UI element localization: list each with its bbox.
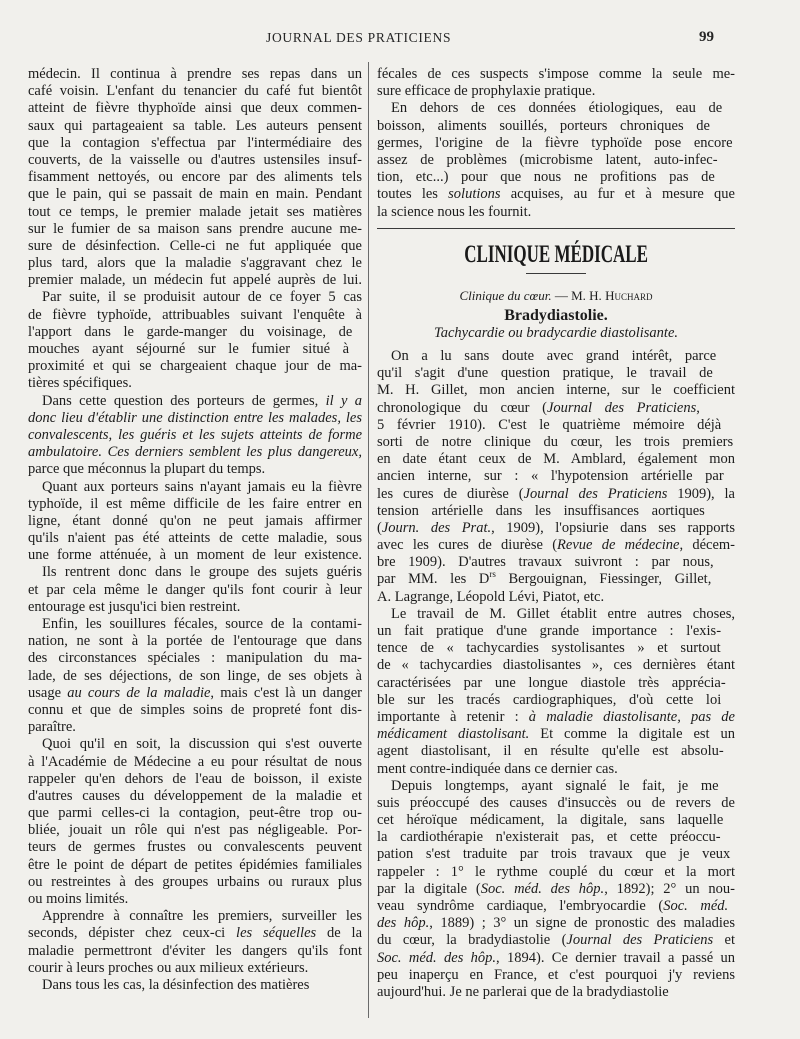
text-line — [28, 925, 362, 942]
line-runs — [377, 898, 728, 914]
text-line — [377, 152, 735, 169]
text-line — [377, 100, 735, 117]
line-text: aujourd'hui. Je ne parlerai que de la bradydiastolie — [377, 983, 669, 1000]
text-line — [377, 606, 735, 623]
text-line — [377, 400, 735, 417]
italic-text: il y a — [325, 392, 363, 409]
line-text: et par cela même le danger qu'ils font courir à leur — [28, 581, 362, 598]
text-line — [28, 650, 362, 667]
text-line — [377, 169, 735, 186]
line-text: sur le fumier de sa maison sans prendre aucune me- — [28, 220, 362, 237]
text-run: ( — [377, 519, 382, 536]
line-text: Par suite, il se produisit autour de ce foyer 5 cas — [42, 289, 362, 306]
line-text: nation, ne sont à la portée de l'entourage que dans — [28, 633, 362, 650]
text-line — [377, 468, 735, 485]
line-text: ment contre-indiquée dans ce dernier cas. — [377, 760, 618, 777]
article-subtitle: Tachycardie ou bradycardie diastolisante. — [433, 325, 679, 341]
text-line — [28, 427, 362, 444]
line-text: en date étant ceux de M. Amblard, également mon — [377, 451, 735, 468]
text-line — [28, 255, 362, 272]
paragraph — [377, 66, 735, 100]
text-line — [28, 668, 362, 685]
text-line — [28, 496, 362, 513]
text-line — [28, 307, 362, 324]
text-line — [28, 943, 362, 960]
text-run: , mais c'est là un danger — [210, 684, 362, 701]
text-line — [28, 599, 362, 616]
italic-text: médicament diastolisant. — [377, 726, 530, 743]
text-line — [28, 186, 362, 203]
text-line — [28, 83, 362, 100]
text-line — [28, 564, 362, 581]
text-line — [377, 967, 735, 984]
text-line — [28, 152, 362, 169]
paragraph — [377, 100, 735, 220]
line-runs — [377, 520, 735, 536]
line-text: En dehors de ces données étiologiques, eau de — [391, 100, 723, 117]
line-text: d'autres causes du développement de la maladie et — [28, 787, 362, 804]
line-text: que parmi celles-ci la contagion, peut-être trop ou- — [28, 805, 362, 822]
text-run: , décem- — [679, 537, 736, 554]
text-line — [377, 623, 735, 640]
line-runs — [377, 186, 735, 202]
text-line — [28, 66, 362, 83]
text-line — [28, 118, 362, 135]
line-text: cet héroïque médicament, la digitale, sans laquelle — [377, 812, 724, 829]
italic-text: Journal des Praticiens — [523, 485, 668, 502]
section-heading-text: CLINIQUE MÉDICALE — [464, 241, 648, 268]
line-text: qu'il s'agit d'une question pratique, le travail de — [377, 365, 713, 382]
text-line — [28, 461, 362, 478]
text-line — [28, 289, 362, 306]
text-line — [377, 692, 735, 709]
text-line — [28, 633, 362, 650]
line-text: tout ce temps, le premier malade jetait ses matières — [28, 203, 362, 220]
text-run: et — [713, 932, 735, 949]
line-runs — [28, 427, 362, 443]
text-line — [377, 365, 735, 382]
text-line — [377, 186, 735, 203]
line-text: 5 février 1910). C'est le quatrième mémoire déjà — [377, 416, 722, 433]
line-text: que la contagion s'effectua par l'intermédiaire des — [28, 134, 362, 151]
text-run: Dans cette question des porteurs de germes, — [42, 392, 326, 409]
line-text: sure efficace de prophylaxie pratique. — [377, 83, 596, 100]
text-line — [28, 736, 362, 753]
line-text: à l'Académie de Médecine a eu pour résultat de nous — [28, 753, 362, 770]
text-line — [377, 709, 735, 726]
line-text: typhoïde, il est même difficile de les faire entrer en — [28, 495, 362, 512]
text-run: Bergouignan, Fiessinger, Gillet, — [495, 571, 712, 588]
text-line — [28, 788, 362, 805]
paragraph — [377, 778, 735, 1001]
italic-text: convalescents, les guéris et les sujets atteints de forme — [28, 426, 362, 443]
line-runs — [377, 915, 735, 931]
text-line — [28, 805, 362, 822]
text-line — [377, 571, 735, 588]
text-line — [377, 118, 735, 135]
byline — [377, 287, 735, 304]
text-line — [377, 657, 735, 674]
text-line — [377, 537, 735, 554]
byline-section-name: Clinique du cœur. — [459, 288, 552, 303]
italic-text: Soc. méd. des hôp. — [377, 949, 497, 966]
text-line — [28, 839, 362, 856]
italic-text: donc lieu d'établir une distinction entre les malades, les — [28, 409, 362, 426]
line-runs — [28, 685, 362, 701]
text-line — [377, 795, 735, 812]
line-runs — [377, 950, 735, 966]
text-run: seconds, dépister chez ceux-ci — [28, 925, 237, 942]
line-runs — [377, 709, 735, 725]
text-line — [377, 486, 735, 503]
paragraph — [28, 977, 362, 994]
paragraph — [28, 289, 362, 392]
text-line — [377, 640, 735, 657]
text-line — [28, 857, 362, 874]
text-run: , — [696, 399, 700, 416]
line-text: Quant aux porteurs sains n'ayant jamais eu la fièvre — [42, 478, 362, 495]
text-line — [377, 348, 735, 365]
line-text: l'apport dans le garde-manger du voisinage, de — [28, 323, 353, 340]
text-line — [377, 135, 735, 152]
text-line — [28, 685, 362, 702]
line-text: agent diastolisant, il en résulte qu'elle est absolu- — [377, 743, 724, 760]
text-line — [377, 520, 735, 537]
text-line — [28, 479, 362, 496]
superscript-text: rs — [489, 569, 496, 580]
text-run: importante à retenir : — [377, 708, 529, 725]
line-text: boisson, aliments souillés, porteurs chroniques de — [377, 117, 710, 134]
text-run: , 1892); 2° un nou- — [604, 880, 736, 897]
line-text: maladie permettront d'éviter les dangers qu'ils font — [28, 942, 362, 959]
text-run: Et comme la digitale est un — [529, 726, 735, 743]
text-line — [377, 812, 735, 829]
text-line — [377, 382, 735, 399]
line-text: sorti de notre clinique du cœur, les trois premiers — [377, 433, 734, 450]
text-run: par la digitale ( — [377, 880, 481, 897]
text-line — [28, 719, 362, 736]
text-line — [28, 702, 362, 719]
text-line — [377, 846, 735, 863]
line-text: lade, de ses déjections, de son linge, de ses objets à — [28, 667, 362, 684]
article-title: Bradydiastolie. — [504, 307, 608, 324]
text-line — [377, 434, 735, 451]
line-text: qu'ils n'aient pas été atteints de cette maladie, sous — [28, 530, 362, 547]
text-run: , 1889) ; 3° un signe de pronostic des maladies — [429, 915, 735, 932]
line-text: rappeler qu'en dehors de l'eau de boisson, il existe — [28, 770, 362, 787]
text-line — [377, 864, 735, 881]
line-text: parce que méconnus la plupart du temps. — [28, 461, 266, 478]
line-text: saux qui partageaient sa table. Les auteurs pensent — [28, 117, 362, 134]
italic-text: Journal des Praticiens — [566, 932, 714, 949]
text-line — [377, 589, 735, 606]
italic-text: Soc. méd. — [663, 898, 729, 914]
text-line — [28, 358, 362, 375]
text-line — [377, 761, 735, 778]
italic-text: Revue de médecine — [557, 537, 680, 554]
line-text: ou moins limités. — [28, 891, 129, 907]
line-text: café voisin. L'enfant du tenancier du café fut bientôt — [28, 83, 362, 100]
line-runs — [377, 400, 700, 416]
line-text: ou restreintes à des groupes urbains ou ruraux plus — [28, 873, 362, 890]
line-text: des circonstances spéciales : manipulation du ma- — [28, 650, 362, 667]
line-text: pation s'est traduite par trois travaux que je veux — [377, 846, 731, 863]
text-line — [377, 726, 735, 743]
line-runs — [28, 925, 362, 941]
text-line — [28, 341, 362, 358]
line-text: tence de « tachycardies systolisantes » et surtout — [377, 640, 721, 657]
line-text: que le pain, qui se passait de main en main. Pendant — [28, 186, 362, 203]
text-run: les cures de diurèse ( — [377, 485, 524, 502]
text-line — [28, 582, 362, 599]
paragraph — [28, 564, 362, 616]
text-line — [377, 83, 735, 100]
line-runs — [377, 486, 735, 502]
text-line — [28, 100, 362, 117]
line-text: tion, etc...) pour que nous ne profitions pas de — [377, 169, 715, 186]
text-line — [377, 743, 735, 760]
line-runs — [42, 393, 362, 409]
line-text: peu inaperçu en France, et c'est pourquoi j'y reviens — [377, 966, 735, 983]
line-text: courir à leurs proches ou aux milieux extérieurs. — [28, 959, 309, 976]
text-line — [28, 221, 362, 238]
line-text: Dans tous les cas, la désinfection des matières — [42, 976, 310, 993]
line-text: Ils rentrent donc dans le groupe des sujets guéris — [42, 564, 362, 581]
right-column-body — [377, 348, 735, 1001]
text-run: avec les cures de diurèse ( — [377, 537, 558, 554]
italic-text: des hôp. — [377, 915, 430, 932]
line-runs — [377, 537, 735, 553]
section-heading — [377, 241, 735, 272]
line-text: tières spécifiques. — [28, 375, 132, 392]
line-text: fécales de ces suspects s'impose comme la seule me- — [377, 66, 735, 82]
line-text: médecin. Il continua à prendre ses repas dans un — [28, 66, 362, 82]
line-text: être le point de départ de petites épidémies familiales — [28, 856, 362, 873]
text-run: , 1894). Ce dernier travail a passé un — [496, 949, 735, 966]
line-text: paraître. — [28, 719, 76, 736]
text-line — [28, 874, 362, 891]
text-line — [377, 554, 735, 571]
text-run: , 1909), l'opsiurie dans ses rapports — [491, 519, 735, 536]
line-text: bre 1909). D'autres travaux suivront : par nous, — [377, 554, 714, 571]
text-line — [28, 204, 362, 221]
line-text: connu et que de simples soins de propreté font dis- — [28, 701, 362, 718]
right-column-intro — [377, 66, 735, 221]
text-line — [28, 977, 362, 994]
line-text: sure de désinfection. Celle-ci ne fut appliquée que — [28, 237, 362, 254]
text-line — [28, 272, 362, 289]
line-text: ancien interne, sur : « l'hypotension artérielle par — [377, 468, 724, 485]
line-text: mouches ayant séjourné sur le fumier situé à — [28, 341, 350, 357]
text-line — [28, 616, 362, 633]
text-line — [377, 932, 735, 949]
text-run: veau syndrôme cardiaque, l'embryocardie ( — [377, 898, 664, 914]
text-run: par MM. les D — [377, 571, 490, 588]
text-line — [28, 393, 362, 410]
byline-author-prefix: — M. H. — [554, 288, 602, 303]
text-line — [377, 204, 735, 221]
text-line — [28, 530, 362, 547]
text-line — [377, 66, 735, 83]
line-text: ble sur les tracés cardiographiques, d'où cette loi — [377, 691, 722, 708]
line-text: Apprendre à connaître les premiers, surveiller les — [42, 908, 362, 925]
line-runs — [377, 726, 735, 742]
line-runs — [28, 410, 362, 426]
text-line — [28, 960, 362, 977]
paragraph — [28, 908, 362, 977]
text-line — [28, 135, 362, 152]
line-text: fisamment nettoyés, ou encore par des aliments tels — [28, 169, 362, 186]
line-runs — [377, 881, 735, 897]
line-text: de « tachycardies diastolisantes », ces dernières étant — [377, 657, 735, 674]
text-line — [28, 891, 362, 908]
text-line — [377, 778, 735, 795]
column-divider — [368, 62, 369, 1018]
italic-text: Journ. des Prat. — [381, 519, 492, 536]
text-line — [28, 547, 362, 564]
text-line — [377, 829, 735, 846]
italic-text: Soc. méd. des hôp. — [480, 880, 605, 897]
text-run: du cœur, la bradydiastolie ( — [377, 932, 567, 949]
text-run: toutes les — [377, 186, 449, 203]
text-run: acquises, au fur et à mesure que — [500, 186, 735, 203]
line-text: un fait pratique d'une grande importance : l'exis- — [377, 623, 722, 639]
paragraph — [28, 66, 362, 289]
line-text: une forme atténuée, à un moment de leur existence. — [28, 547, 362, 564]
italic-text: à maladie diastolisante, pas de — [528, 708, 735, 725]
line-text: suis préoccupé des causes d'insuccès ou de revers de — [377, 794, 735, 811]
text-line — [377, 984, 735, 1001]
text-line — [28, 771, 362, 788]
text-line — [28, 238, 362, 255]
line-text: la science nous les fournit. — [377, 203, 532, 220]
italic-text: les séquelles — [236, 925, 317, 942]
text-run: de la — [316, 925, 362, 942]
line-text: teurs de germes frustes ou convalescents peuvent — [28, 839, 362, 856]
text-line — [28, 444, 362, 461]
line-text: plus tard, alors que la maladie s'aggravant chez le — [28, 255, 362, 272]
line-runs — [377, 932, 735, 948]
line-text: ligne, étant donné qu'on ne peut jamais affirmer — [28, 512, 362, 529]
italic-text: ambulatoire. Ces derniers semblent les plus dangereux, — [28, 444, 362, 461]
page-number: 99 — [699, 29, 714, 45]
line-runs — [377, 571, 711, 587]
running-header-title: JOURNAL DES PRATICIENS — [266, 30, 452, 45]
section-separator-rule — [377, 228, 735, 229]
text-run: chronologique du cœur ( — [377, 399, 547, 416]
line-text: germes, l'origine de la fièvre typhoïde pose encore — [377, 134, 733, 151]
text-line — [377, 898, 735, 915]
line-text: Quoi qu'il en soit, la discussion qui s'est ouverte — [42, 736, 362, 753]
text-line — [28, 754, 362, 771]
text-line — [28, 410, 362, 427]
italic-text: Journal des Praticiens — [546, 399, 697, 416]
paragraph — [28, 736, 362, 908]
line-text: M. H. Gillet, mon ancien interne, sur le coefficient — [377, 382, 735, 399]
paragraph — [28, 616, 362, 736]
text-line — [377, 417, 735, 434]
text-line — [28, 375, 362, 392]
line-text: entourage est jusqu'ici bien restreint. — [28, 598, 241, 615]
line-text: atteint de fièvre thyphoïde ainsi que deux commen- — [28, 100, 362, 117]
paragraph — [377, 348, 735, 606]
text-line — [28, 908, 362, 925]
text-line — [377, 503, 735, 520]
line-text: Depuis longtemps, ayant signalé le fait, je me — [391, 777, 719, 794]
text-line — [377, 675, 735, 692]
left-column — [28, 66, 362, 994]
text-line — [377, 950, 735, 967]
text-line — [28, 169, 362, 186]
line-text: caractérisées par une longue diastole très apprécia- — [377, 674, 726, 691]
text-line — [28, 324, 362, 341]
line-text: tension artérielle dans les insuffisances aortiques — [377, 502, 705, 519]
line-runs — [28, 444, 362, 460]
text-line — [28, 822, 362, 839]
text-line — [377, 881, 735, 898]
italic-text: solutions — [448, 186, 501, 203]
byline-author: Huchard — [605, 288, 653, 303]
paragraph — [28, 393, 362, 479]
text-line — [377, 451, 735, 468]
line-text: de fièvre typhoïde, attribuables suivant l'enquête à — [28, 306, 362, 323]
line-text: proximité et qui se chargeaient chaque jour de ma- — [28, 358, 362, 375]
line-text: On a lu sans doute avec grand intérêt, parce — [391, 348, 717, 364]
heading-underline-rule — [526, 273, 586, 274]
paragraph — [377, 606, 735, 778]
text-line — [377, 915, 735, 932]
line-text: la cardiothérapie n'existerait pas, et cette préoccu- — [377, 829, 721, 846]
line-text: Enfin, les souillures fécales, source de la contami- — [42, 616, 362, 632]
italic-text: au cours de la maladie — [67, 684, 211, 701]
line-text: premier malade, un médecin fut appelé auprès de lui. — [28, 272, 362, 289]
text-run: 1909), la — [667, 485, 735, 502]
line-text: couverts, de la vaisselle ou d'autres ustensiles insuf- — [28, 151, 362, 168]
line-text: rappeler : 1° le rythme couplé du cœur et la mort — [377, 863, 735, 880]
line-text: assez de problèmes (microbisme latent, auto-infec- — [377, 151, 718, 168]
line-text: Le travail de M. Gillet établit entre autres choses, — [391, 605, 735, 622]
text-line — [28, 513, 362, 530]
text-run: usage — [28, 684, 68, 701]
line-text: A. Lagrange, Léopold Lévi, Piatot, etc. — [377, 588, 605, 605]
line-text: bliée, jouait un rôle qui n'est pas négligeable. Por- — [28, 822, 362, 839]
paragraph — [28, 479, 362, 565]
